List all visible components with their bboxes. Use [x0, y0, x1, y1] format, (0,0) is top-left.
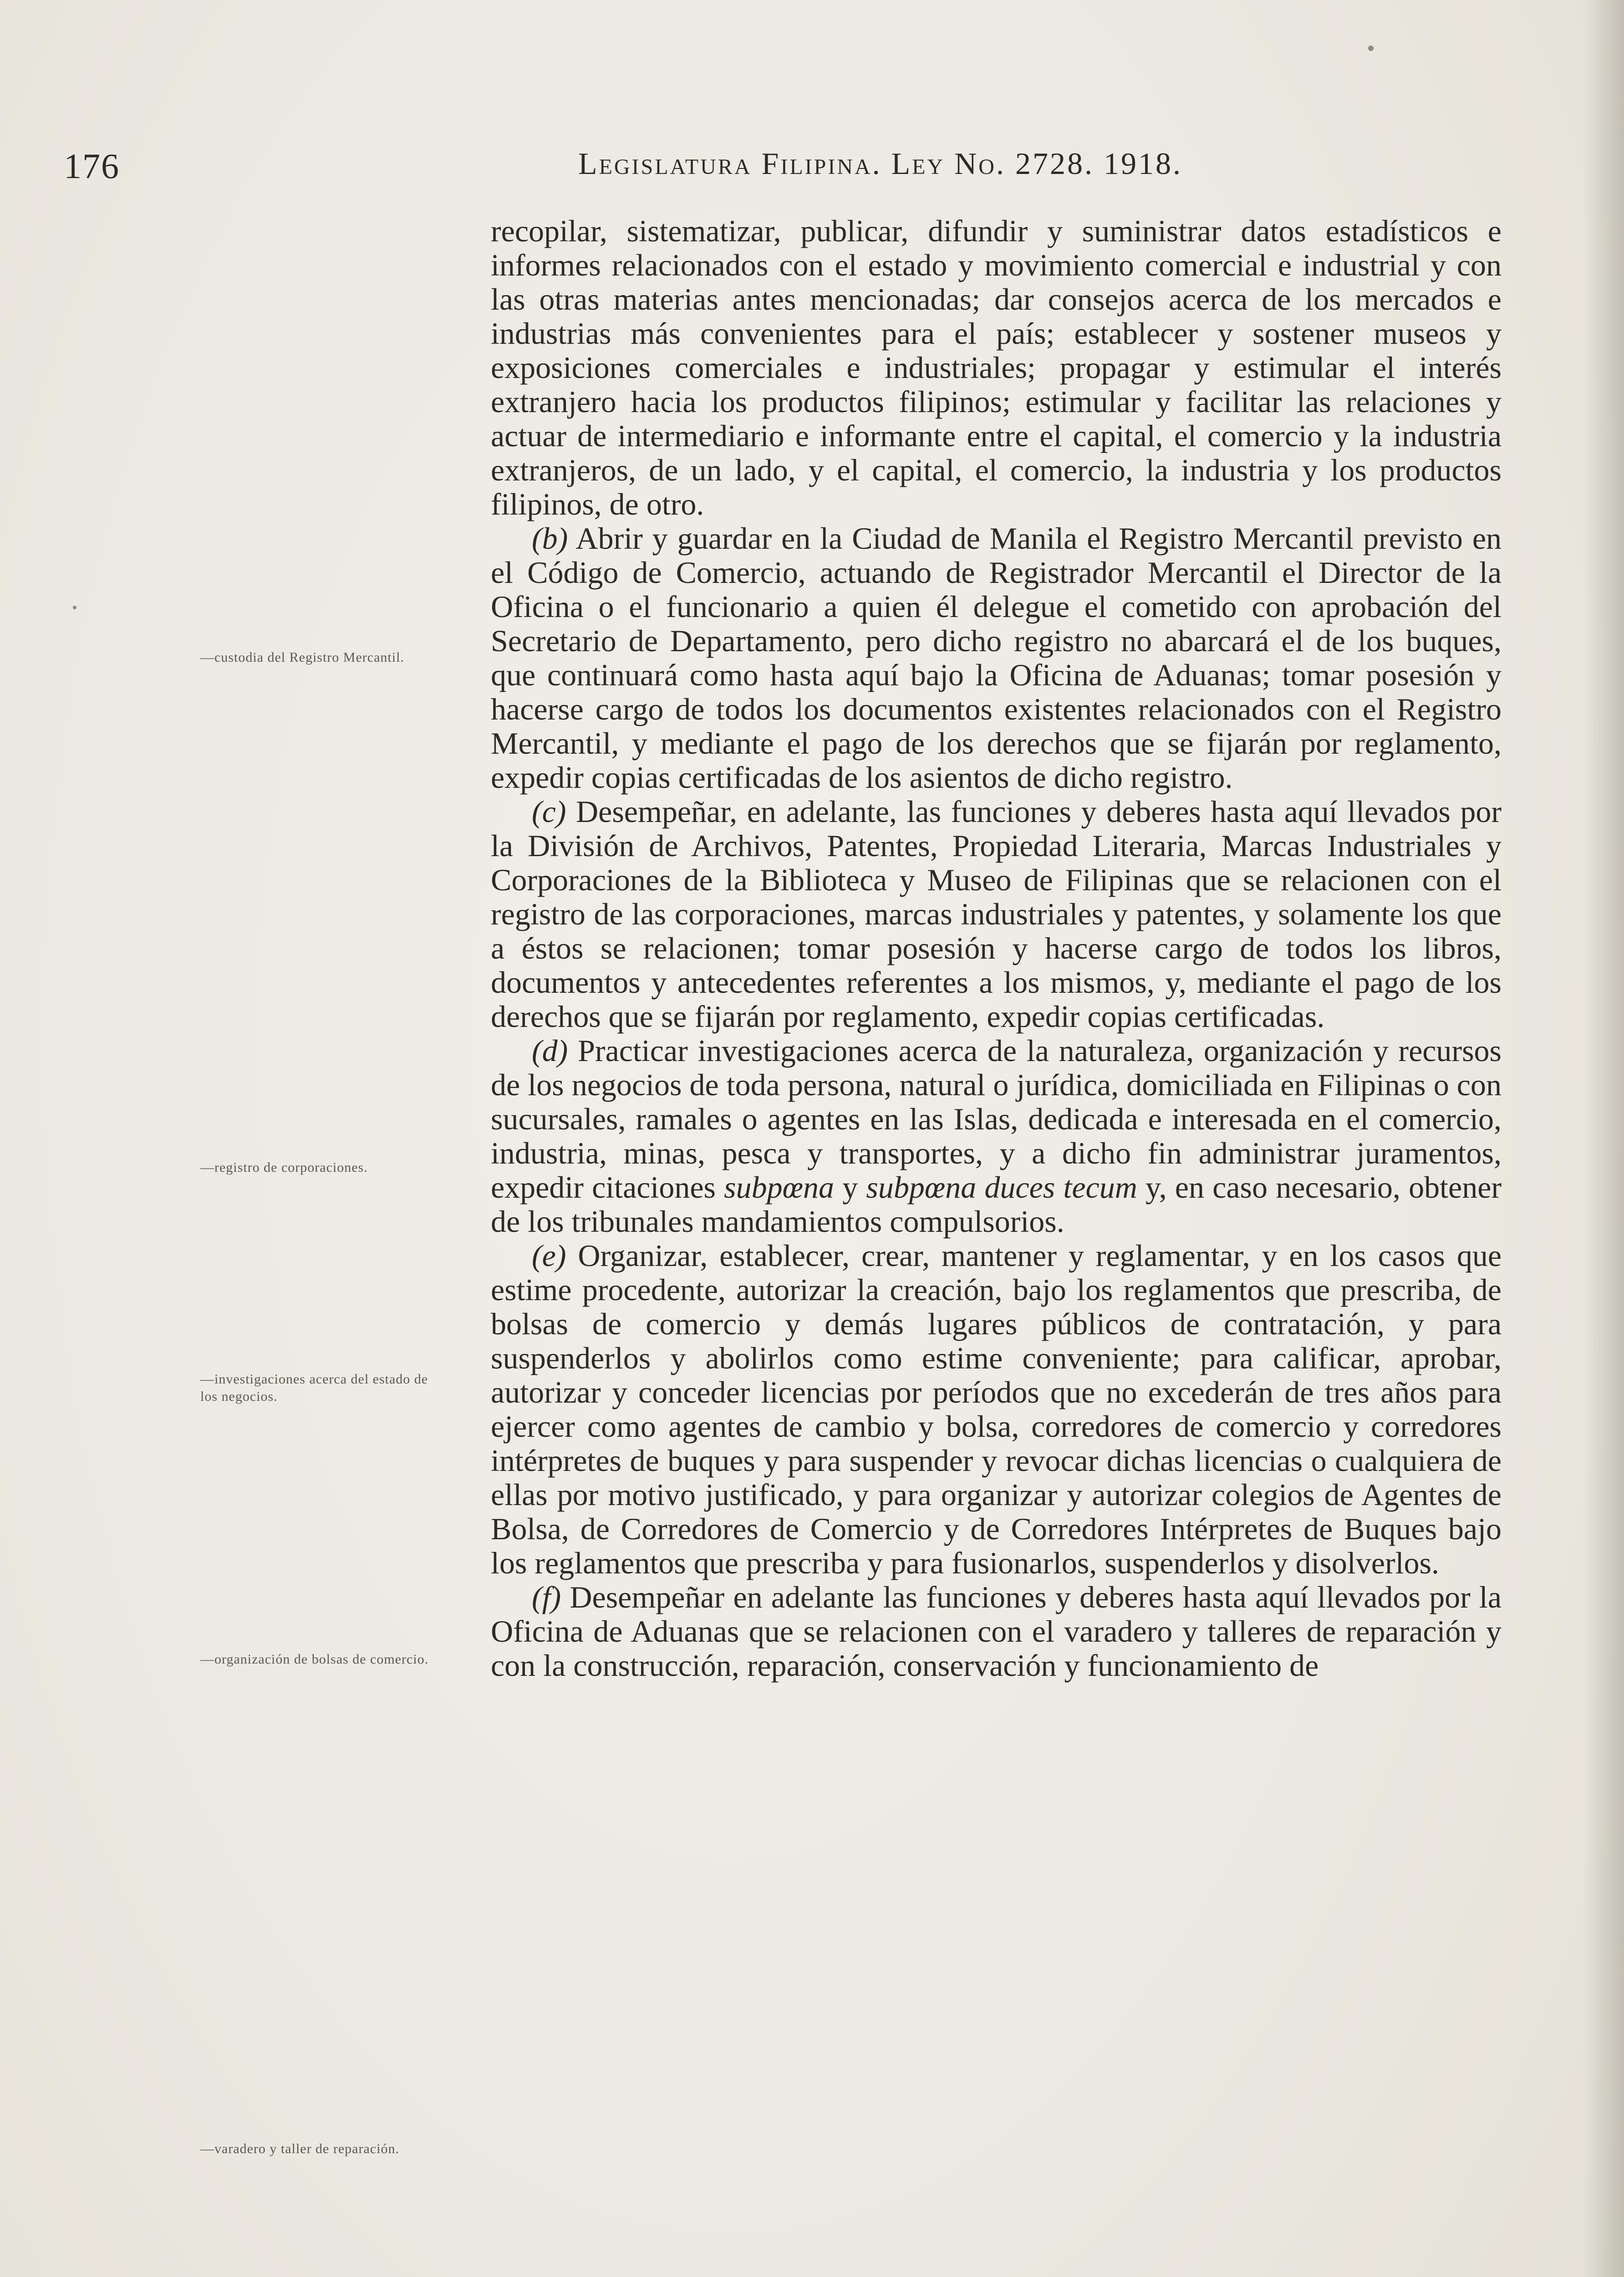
paragraph-f-text: Desempeñar en adelante las funciones y deberes hasta aquí llevados por la Oficina de Aduanas que se relacionen con el varadero y talleres de reparación y con la construcción, reparación, conservación y funcionamiento de — [491, 1580, 1502, 1683]
scan-speck — [1368, 46, 1374, 51]
paragraph-e-text: Organizar, establecer, crear, mantener y reglamentar, y en los casos que estime procedente, autorizar la creación, bajo los reglamentos que prescriba, de bolsas de comercio y demás lugares públicos de contratación, y para suspenderlos y abolirlos como estime conveniente; para calificar, aprobar, autorizar y conceder licencias por períodos que no excederán de tres años para ejercer como agentes de cambio y bolsa, corredores de comercio y corredores intérpretes de buques y para suspender y revocar dichas licencias o cualquiera de ellas por motivo justificado, y para organizar y autorizar colegios de Agentes de Bolsa, de Corredores de Comercio y de Corredores Intérpretes de Buques bajo los reglamentos que prescriba y para fusionarlos, suspenderlos y disolverlos. — [491, 1238, 1502, 1580]
margin-note-investigaciones: —investigaciones acerca del estado de los negocios. — [200, 1372, 428, 1404]
paragraph-f-marker: (f) — [532, 1580, 561, 1614]
paragraph-b-text: Abrir y guardar en la Ciudad de Manila el Registro Mercantil previsto en el Código de Comercio, actuando de Registrador Mercantil el Director de la Oficina o el funcionario a quien él delegue el cometido con aprobación del Secretario de Departamento, pero dicho registro no abarcará el de los buques, que continuará como hasta aquí bajo la Oficina de Aduanas; tomar posesión y hacerse cargo de todos los documentos existentes relacionados con el Registro Mercantil, y mediante el pago de los derechos que se fijarán por reglamento, expedir copias certificadas de los asientos de dicho registro. — [491, 521, 1502, 795]
paragraph-f — [491, 1580, 1502, 1683]
body-text — [491, 214, 1502, 1683]
paragraph-d-text-1: Practicar investigaciones acerca de la naturaleza, organización y recursos de los negocios de toda persona, natural o jurídica, domiciliada en Filipinas o con sucursales, ramales o agentes en las Islas, dedicada e interesada en el comercio, industria, minas, pesca y transportes, y a dicho fin administrar juramentos, expedir citaciones — [491, 1033, 1502, 1205]
latin-term-subpoena-duces-tecum: subpœna duces tecum — [866, 1170, 1137, 1205]
running-head: Legislatura Filipina. Ley No. 2728. 1918. — [578, 146, 1182, 181]
page-edge-shadow — [1583, 0, 1624, 2277]
paragraph-e — [491, 1239, 1502, 1580]
paragraph-c-marker: (c) — [532, 794, 566, 829]
paragraph-a-continued: recopilar, sistematizar, publicar, difundir y suministrar datos estadísticos e informes relacionados con el estado y movimiento comercial e industrial y con las otras materias antes mencionadas; dar consejos acerca de los mercados e industrias más convenientes para el país; establecer y sostener museos y exposiciones comerciales e industriales; propagar y estimular el interés extranjero hacia los productos filipinos; estimular y facilitar las relaciones y actuar de intermediario e informante entre el capital, el comercio y la industria extranjeros, de un lado, y el capital, el comercio, la industria y los productos filipinos, de otro. — [491, 214, 1502, 521]
paragraph-e-marker: (e) — [532, 1238, 566, 1273]
page-header — [64, 146, 1430, 196]
margin-note-custodia-registro: —custodia del Registro Mercantil. — [200, 650, 404, 665]
latin-term-subpoena: subpœna — [724, 1170, 834, 1205]
paragraph-d-marker: (d) — [532, 1033, 568, 1068]
paragraph-b — [491, 521, 1502, 795]
paragraph-c — [491, 795, 1502, 1034]
margin-note-bolsas-comercio: —organización de bolsas de comercio. — [200, 1652, 429, 1667]
page-number: 176 — [64, 146, 120, 186]
paragraph-d-joiner: y — [842, 1170, 858, 1205]
paragraph-c-text: Desempeñar, en adelante, las funciones y deberes hasta aquí llevados por la División de Archivos, Patentes, Propiedad Literaria, Marcas Industriales y Corporaciones de la Biblioteca y Museo de Filipinas que se relacionen con el registro de las corporaciones, marcas industriales y patentes, y solamente los que a éstos se relacionen; tomar posesión y hacerse cargo de todos los libros, documentos y antecedentes referentes a los mismos, y, mediante el pago de los derechos que se fijarán por reglamento, expedir copias certificadas. — [491, 794, 1502, 1034]
margin-note-registro-corporaciones: —registro de corporaciones. — [200, 1160, 368, 1175]
paragraph-d — [491, 1034, 1502, 1239]
paragraph-b-marker: (b) — [532, 521, 568, 556]
scan-speck — [73, 606, 76, 609]
margin-note-varadero: —varadero y taller de reparación. — [200, 2141, 399, 2156]
paragraph-d-text-2: y, en caso necesario, obtener de los tribunales mandamientos compulsorios. — [491, 1170, 1502, 1239]
